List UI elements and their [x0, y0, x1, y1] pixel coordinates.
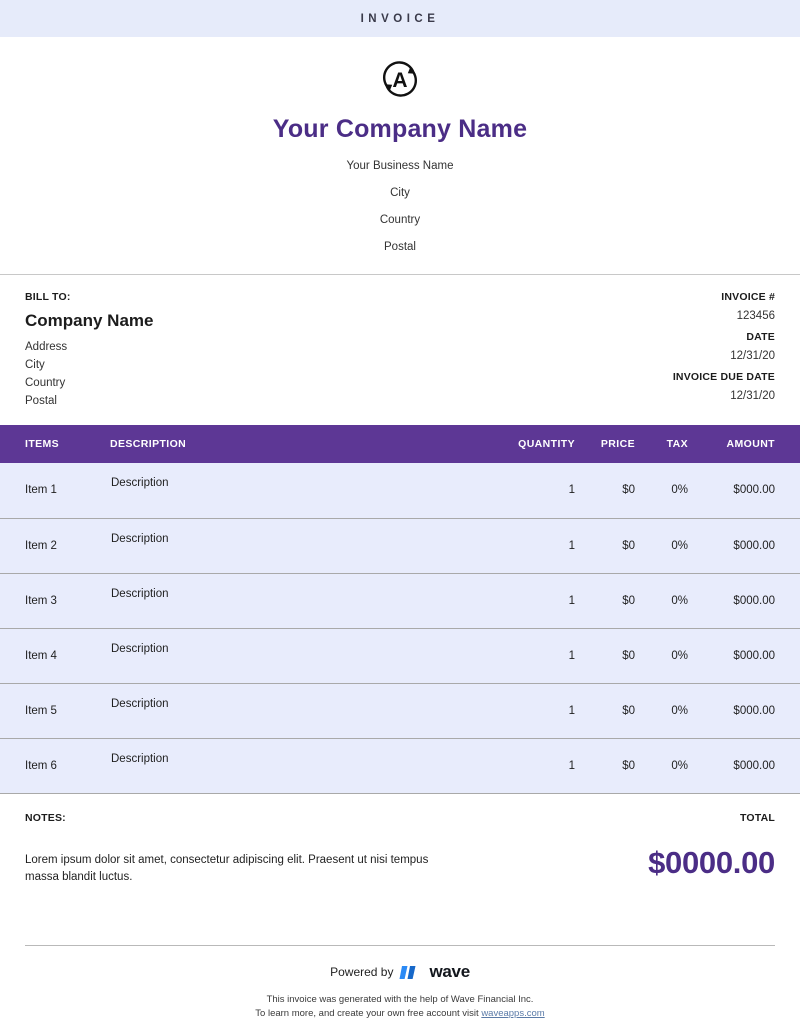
invoice-date-label: DATE [746, 331, 775, 343]
bill-to-client-name: Company Name [25, 311, 154, 330]
invoice-meta-section [0, 275, 800, 425]
company-logo [0, 55, 800, 103]
cell-amount: $000.00 [733, 759, 775, 772]
table-row [0, 573, 800, 628]
bill-to-block [25, 291, 153, 407]
invoice-top-banner [0, 0, 800, 37]
wave-wordmark: wave [429, 962, 470, 981]
company-line-postal: Postal [384, 241, 416, 253]
cell-price: $0 [622, 539, 635, 552]
invoice-number-value: 123456 [736, 310, 775, 322]
invoice-footer [0, 945, 800, 1022]
cell-price: $0 [622, 759, 635, 772]
column-header-amount: AMOUNT [700, 425, 800, 463]
cell-amount: $000.00 [733, 484, 775, 497]
cell-amount: $000.00 [733, 594, 775, 607]
cell-description: Description [111, 477, 169, 489]
footer-divider [25, 945, 775, 946]
invoice-details-block [673, 291, 775, 407]
banner-title: INVOICE [360, 12, 440, 25]
column-header-quantity: QUANTITY [500, 425, 585, 463]
bill-to-postal: Postal [25, 395, 57, 407]
company-line-country: Country [379, 214, 421, 226]
bill-to-country: Country [25, 377, 66, 389]
invoice-due-date-label: INVOICE DUE DATE [672, 371, 775, 383]
notes-block [25, 812, 445, 888]
bill-to-label: BILL TO: [25, 291, 71, 303]
cell-description: Description [111, 532, 169, 545]
waveapps-link[interactable]: waveapps.com [481, 1008, 545, 1020]
cell-quantity: 1 [568, 649, 575, 662]
cell-item: Item 2 [25, 539, 57, 552]
cell-price: $0 [622, 704, 635, 717]
cell-quantity: 1 [568, 594, 575, 607]
table-row [0, 738, 800, 793]
total-block [648, 812, 775, 888]
cell-quantity: 1 [568, 759, 575, 772]
summary-section [0, 794, 800, 888]
line-items-header [0, 425, 800, 463]
cell-tax: 0% [671, 704, 688, 717]
cell-description: Description [111, 697, 169, 710]
cell-tax: 0% [671, 594, 688, 607]
notes-label: NOTES: [25, 811, 66, 824]
column-header-price: PRICE [585, 425, 645, 463]
legal-line-2 [0, 1007, 800, 1021]
cell-description: Description [111, 587, 169, 600]
company-header [0, 37, 800, 253]
cell-price: $0 [622, 594, 635, 607]
svg-text:A: A [392, 69, 408, 92]
total-label: TOTAL [739, 811, 775, 824]
cell-item: Item 6 [25, 759, 57, 772]
legal-line-2-prefix: To learn more, and create your own free account visit [255, 1008, 482, 1020]
column-header-items: ITEMS [0, 425, 110, 463]
table-row [0, 683, 800, 738]
cell-description: Description [111, 642, 169, 655]
cell-description: Description [111, 752, 169, 765]
bill-to-city: City [25, 359, 45, 371]
cell-item: Item 1 [25, 484, 57, 497]
column-header-tax: TAX [645, 425, 700, 463]
company-line-city: City [390, 187, 410, 199]
cell-price: $0 [622, 649, 635, 662]
powered-by-label: Powered by [330, 965, 394, 979]
cell-item: Item 4 [25, 649, 57, 662]
cell-quantity: 1 [568, 704, 575, 717]
table-header-row [0, 425, 800, 463]
cell-price: $0 [622, 484, 635, 497]
cell-quantity: 1 [568, 484, 575, 497]
line-items-body [0, 463, 800, 793]
cell-item: Item 3 [25, 594, 57, 607]
footer-legal-text [0, 993, 800, 1022]
table-row [0, 463, 800, 518]
powered-by-wave [0, 962, 800, 982]
company-line-business: Your Business Name [346, 160, 454, 172]
bill-to-address: Address [25, 341, 68, 353]
cell-tax: 0% [671, 484, 688, 497]
invoice-number-label: INVOICE # [721, 291, 775, 303]
invoice-date-value: 12/31/20 [730, 350, 775, 362]
notes-text: Lorem ipsum dolor sit amet, consectetur adipiscing elit. Praesent ut nisi tempus massa blandit luctus. [25, 853, 429, 884]
cell-item: Item 5 [25, 704, 57, 717]
table-row [0, 518, 800, 573]
table-row [0, 628, 800, 683]
company-name: Your Company Name [272, 115, 528, 143]
column-header-description: DESCRIPTION [110, 425, 500, 463]
invoice-due-date-value: 12/31/20 [730, 390, 775, 402]
total-value: $0000.00 [648, 844, 775, 880]
cell-amount: $000.00 [733, 539, 775, 552]
cell-amount: $000.00 [733, 649, 775, 662]
cell-tax: 0% [671, 539, 688, 552]
cell-tax: 0% [671, 649, 688, 662]
legal-line-1: This invoice was generated with the help of Wave Financial Inc. [266, 994, 534, 1005]
cell-tax: 0% [671, 759, 688, 772]
line-items-table [0, 425, 800, 794]
cell-quantity: 1 [568, 539, 575, 552]
wave-logo-icon [399, 964, 423, 981]
circular-arrow-letter-a-logo-icon [377, 56, 423, 102]
cell-amount: $000.00 [733, 704, 775, 717]
